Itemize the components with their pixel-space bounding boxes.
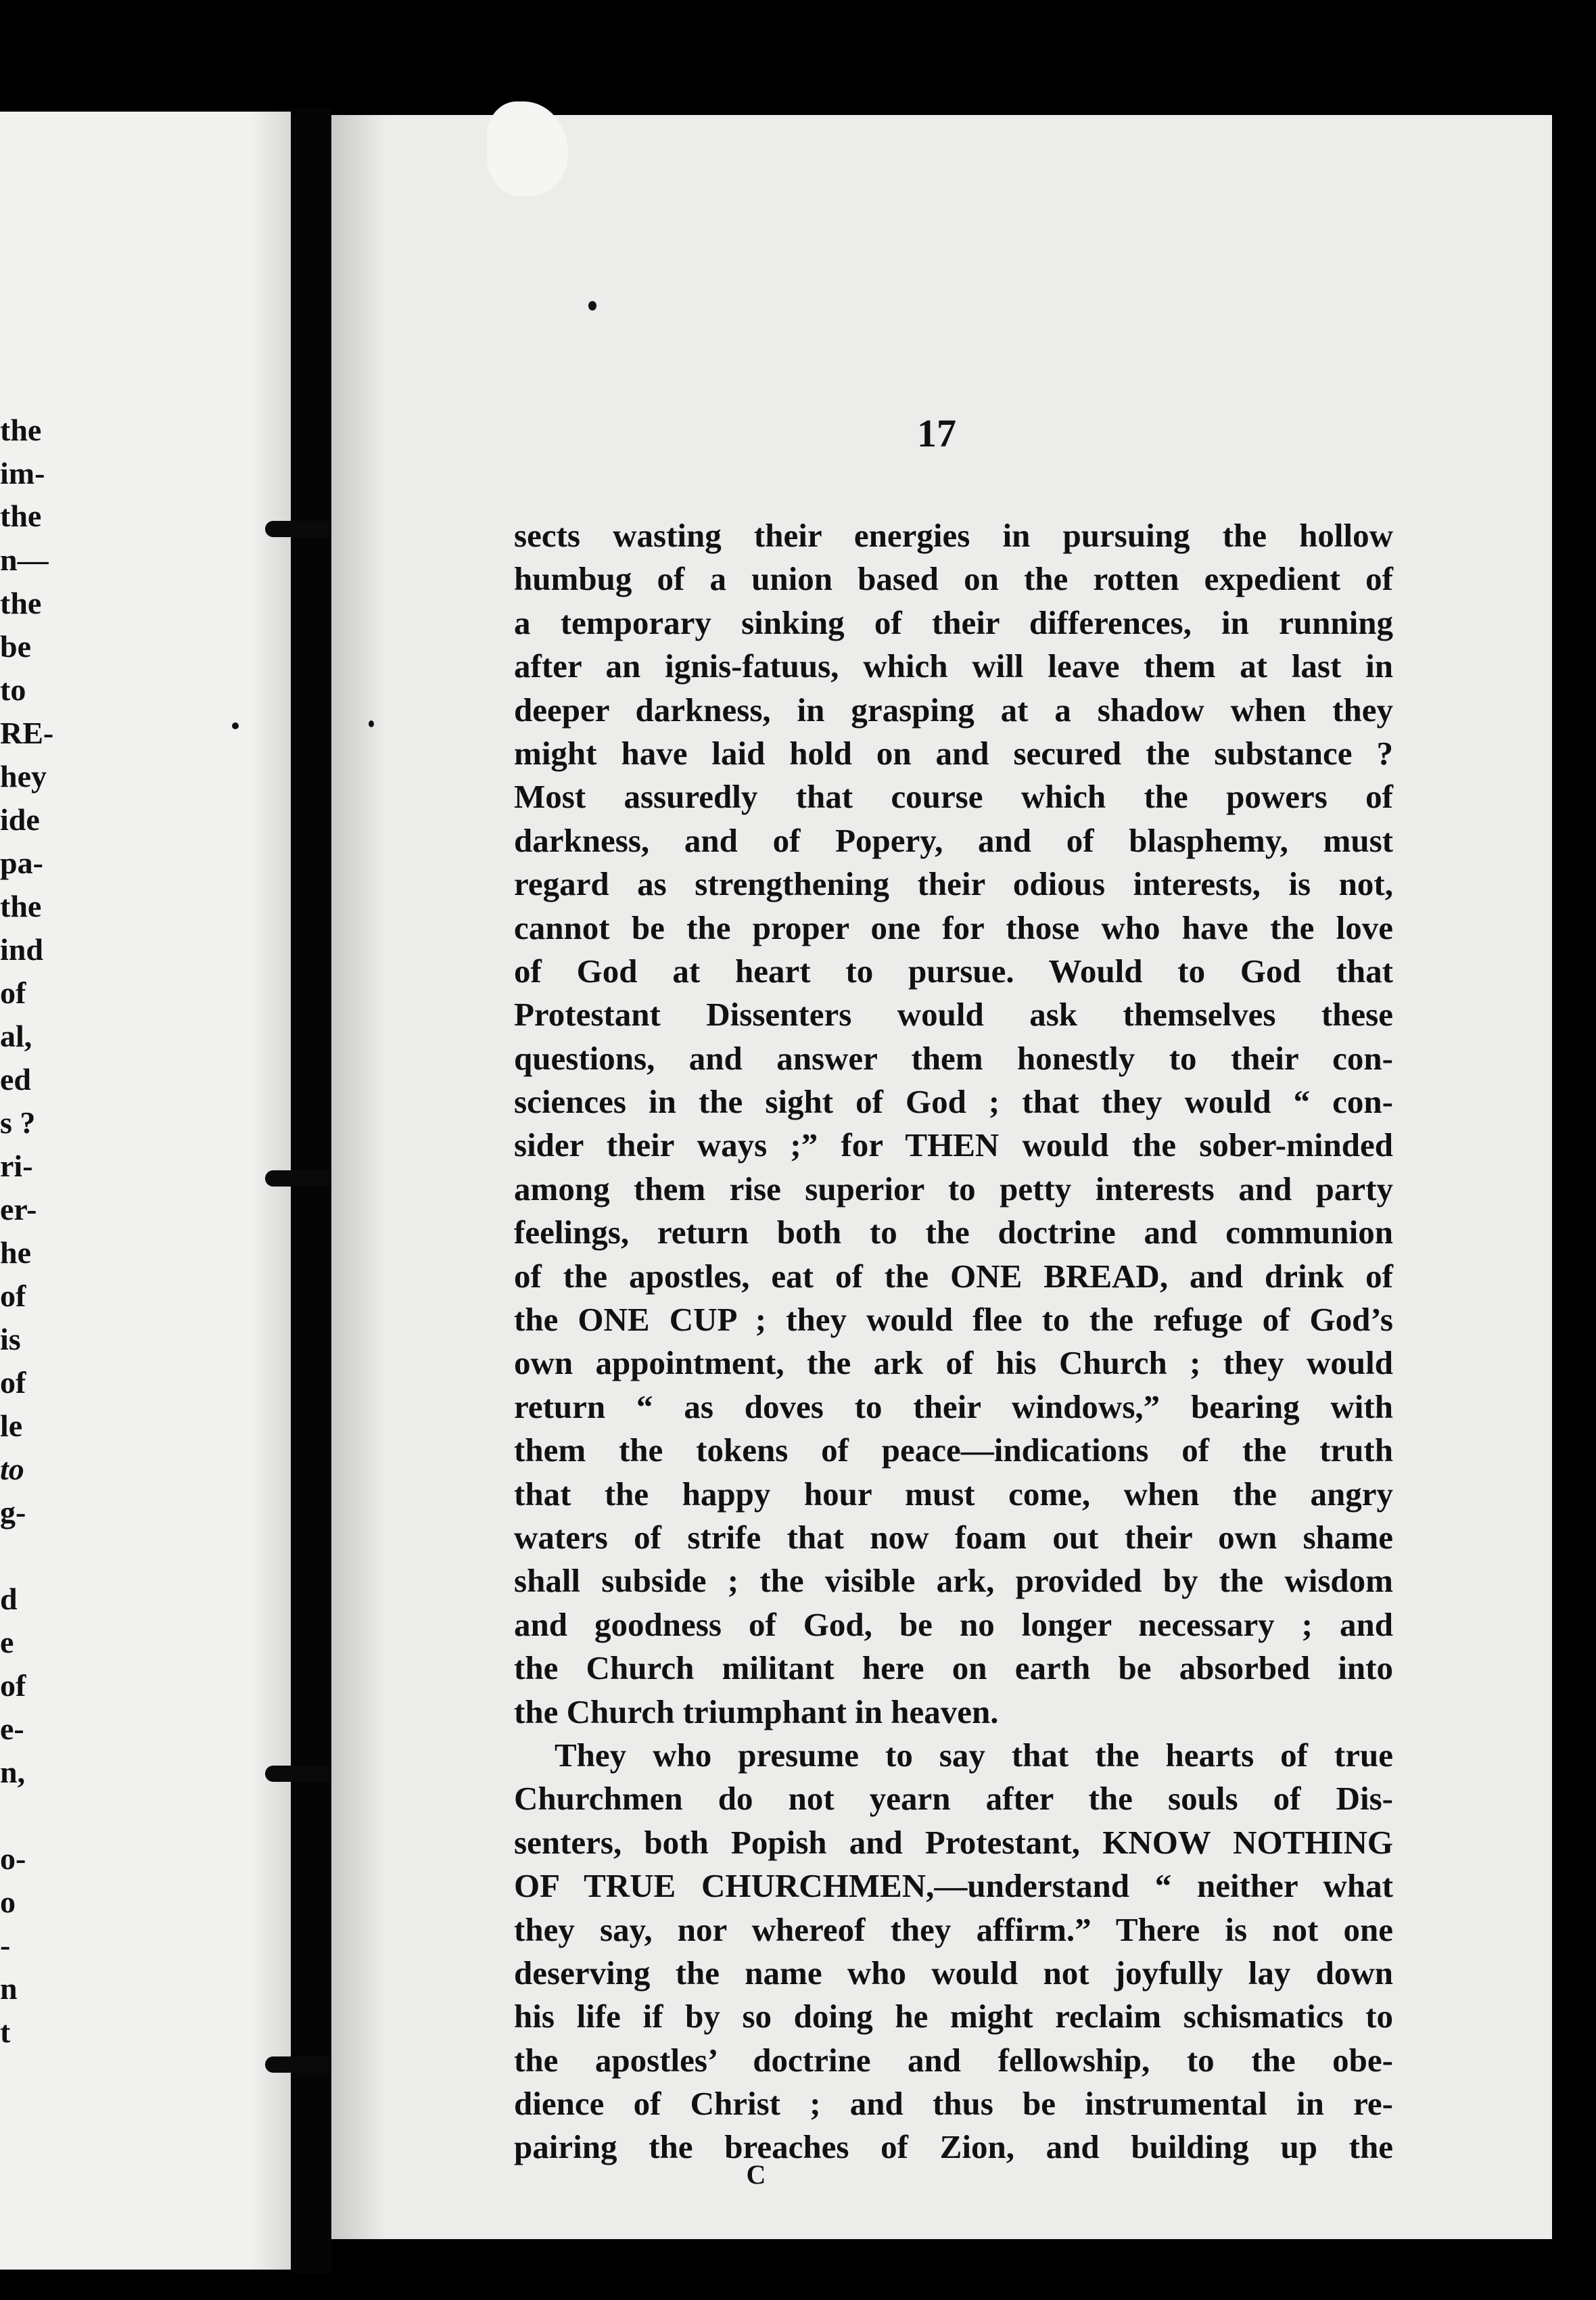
left-page-line: the bbox=[0, 499, 42, 533]
left-page-line: he bbox=[0, 1235, 31, 1270]
signature-mark: C bbox=[746, 2159, 766, 2190]
left-page-line: the bbox=[0, 586, 42, 620]
left-page-line: ind bbox=[0, 932, 43, 967]
text-line: a temporary sinking of their differences, in running bbox=[514, 603, 1393, 641]
left-page-line: of bbox=[0, 975, 26, 1010]
left-page-line: n— bbox=[0, 543, 49, 577]
text-line: of the apostles, eat of the ONE BREAD, and drink of bbox=[514, 1257, 1393, 1295]
left-page-line: to bbox=[0, 672, 26, 707]
text-line: OF TRUE CHURCHMEN,—understand “ neither what bbox=[514, 1867, 1393, 1905]
text-line: sider their ways ;” for THEN would the sober-minded bbox=[514, 1126, 1393, 1164]
text-line: cannot be the proper one for those who have the love bbox=[514, 908, 1393, 946]
text-line: they say, nor whereof they affirm.” There is not one bbox=[514, 1910, 1393, 1948]
left-page-line: pa- bbox=[0, 846, 43, 880]
text-line: the apostles’ doctrine and fellowship, to the obe- bbox=[514, 2041, 1393, 2079]
page-body-text bbox=[514, 514, 1393, 2169]
text-line: darkness, and of Popery, and of blasphemy, must bbox=[514, 821, 1393, 859]
book-spine bbox=[291, 108, 331, 2273]
text-line: Protestant Dissenters would ask themselves these bbox=[514, 996, 1393, 1034]
left-page-line: al, bbox=[0, 1019, 32, 1053]
text-line: might have laid hold on and secured the substance ? bbox=[514, 734, 1393, 772]
left-page-fragment bbox=[0, 112, 298, 2270]
left-page-line: RE- bbox=[0, 716, 54, 750]
ink-speck bbox=[588, 301, 596, 310]
text-line: humbug of a union based on the rotten expedient of bbox=[514, 560, 1393, 598]
text-line: that the happy hour must come, when the angry bbox=[514, 1475, 1393, 1513]
text-line: deserving the name who would not joyfully lay down bbox=[514, 1954, 1393, 1992]
text-line: dience of Christ ; and thus be instrumental in re- bbox=[514, 2085, 1393, 2123]
left-page-line: the bbox=[0, 889, 42, 923]
text-line: them the tokens of peace—indications of the truth bbox=[514, 1431, 1393, 1469]
left-page-line: o- bbox=[0, 1841, 26, 1876]
left-page-line: o bbox=[0, 1885, 16, 1919]
left-page-line: e- bbox=[0, 1711, 24, 1746]
left-page-line: of bbox=[0, 1279, 26, 1313]
left-page-line: the bbox=[0, 413, 42, 447]
left-page-line: hey bbox=[0, 759, 47, 794]
ink-speck bbox=[232, 722, 239, 729]
text-line: return “ as doves to their windows,” bearing with bbox=[514, 1387, 1393, 1425]
left-page-line: ed bbox=[0, 1062, 31, 1097]
text-line: after an ignis-fatuus, which will leave them at last in bbox=[514, 647, 1393, 685]
left-page-line: to bbox=[0, 1452, 24, 1486]
text-line: of God at heart to pursue. Would to God that bbox=[514, 952, 1393, 990]
text-line: deeper darkness, in grasping at a shadow when they bbox=[514, 691, 1393, 729]
text-line: Churchmen do not yearn after the souls of Dis- bbox=[514, 1780, 1393, 1818]
left-page-line: be bbox=[0, 629, 31, 664]
text-line: his life if by so doing he might reclaim schismatics to bbox=[514, 1998, 1393, 2036]
left-page-line: d bbox=[0, 1582, 18, 1616]
text-line: among them rise superior to petty interests and party bbox=[514, 1170, 1393, 1208]
text-line: Most assuredly that course which the powers of bbox=[514, 778, 1393, 816]
left-page-line: of bbox=[0, 1365, 26, 1400]
text-line: and goodness of God, be no longer necessary ; and bbox=[514, 1605, 1393, 1643]
text-line: the ONE CUP ; they would flee to the refuge of God’s bbox=[514, 1301, 1393, 1339]
text-line: senters, both Popish and Protestant, KNOW NOTHING bbox=[514, 1823, 1393, 1861]
left-page-line: of bbox=[0, 1668, 26, 1703]
text-line: the Church militant here on earth be absorbed into bbox=[514, 1649, 1393, 1687]
text-line: questions, and answer them honestly to their con- bbox=[514, 1039, 1393, 1077]
ink-speck bbox=[369, 720, 374, 727]
text-line: sciences in the sight of God ; that they would “ con- bbox=[514, 1083, 1393, 1121]
page-number: 17 bbox=[917, 411, 956, 455]
left-page-line: n, bbox=[0, 1755, 26, 1789]
left-page-line: ri- bbox=[0, 1149, 33, 1183]
left-page-line: le bbox=[0, 1408, 23, 1443]
text-line: pairing the breaches of Zion, and building up the bbox=[514, 2128, 1393, 2166]
left-page-line: er- bbox=[0, 1192, 37, 1226]
left-page-line: n bbox=[0, 1971, 18, 2006]
left-page-line: ide bbox=[0, 802, 40, 837]
text-line: regard as strengthening their odious interests, is not, bbox=[514, 865, 1393, 903]
left-page-line: e bbox=[0, 1625, 14, 1659]
left-page-line: im- bbox=[0, 456, 45, 490]
text-line: feelings, return both to the doctrine and communion bbox=[514, 1214, 1393, 1251]
right-gutter-shadow bbox=[331, 115, 385, 2239]
left-page-line: t bbox=[0, 2015, 11, 2049]
left-page-line: - bbox=[0, 1928, 11, 1962]
text-line: They who presume to say that the hearts of true bbox=[555, 1736, 1393, 1774]
left-page-line: s ? bbox=[0, 1105, 36, 1140]
text-line: shall subside ; the visible ark, provided by the wisdom bbox=[514, 1562, 1393, 1600]
text-line: waters of strife that now foam out their own shame bbox=[514, 1518, 1393, 1556]
text-line: sects wasting their energies in pursuing the hollow bbox=[514, 517, 1393, 554]
left-page-line: is bbox=[0, 1322, 21, 1356]
text-line: the Church triumphant in heaven. bbox=[514, 1693, 999, 1730]
text-line: own appointment, the ark of his Church ; they would bbox=[514, 1344, 1393, 1382]
left-page-line: g- bbox=[0, 1495, 26, 1530]
